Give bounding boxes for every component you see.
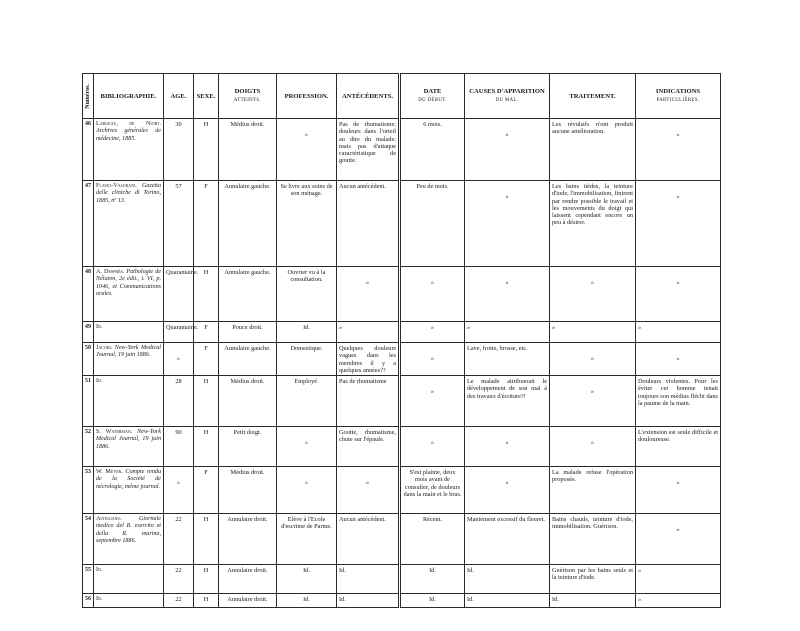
row-antecedents-text: Id. [339, 567, 346, 575]
row-treatment-text: Bains chauds, teinture d'iode, immobilisation. Guérison. [552, 516, 633, 531]
row-antecedents [337, 343, 400, 376]
row-treatment [550, 181, 636, 267]
row-causes-text: » [505, 439, 509, 447]
header-indications [636, 74, 721, 119]
header-indications-sub: PARTICULIÈRES. [656, 98, 700, 103]
row-indications-text: » [676, 193, 680, 200]
row-fingers [219, 376, 277, 427]
row-treatment-text: » [590, 279, 595, 286]
table-row [83, 267, 721, 322]
row-date [400, 594, 465, 608]
row-profession [277, 267, 337, 322]
row-fingers [219, 267, 277, 322]
row-sex-text: F [204, 183, 208, 190]
row-sex [194, 376, 219, 427]
row-fingers-text: Pouce droit. [232, 324, 263, 331]
row-bibliography [94, 565, 164, 594]
row-causes [465, 594, 550, 608]
header-treatment: TRAITEMENT. [550, 74, 636, 119]
row-date-text: » [430, 279, 435, 286]
row-age [164, 514, 194, 565]
header-profession: PROFESSION. [277, 74, 337, 119]
bibliography-author: Jacobi. [96, 345, 113, 351]
row-causes-text: Maniement excessif du fleuret. [467, 516, 545, 524]
row-antecedents-text: » [365, 279, 370, 286]
header-indications-title: INDICATIONS [655, 88, 701, 96]
bibliography-journal: Archives générales de médecine, 1885. [96, 128, 161, 142]
row-profession [277, 594, 337, 608]
table-row [83, 565, 721, 594]
row-number [83, 322, 94, 343]
row-sex [194, 343, 219, 376]
row-fingers-text: Médius droit. [230, 121, 265, 128]
row-sex [194, 467, 219, 514]
row-fingers [219, 343, 277, 376]
bibliography-journal: Gazetta delle cliniche di Torino, 1885, nº 13. [96, 183, 161, 204]
row-date [400, 267, 465, 322]
row-age-text: 30 [175, 121, 182, 128]
row-age-text: 22 [175, 567, 182, 575]
row-age [164, 119, 194, 181]
row-age [164, 343, 194, 376]
row-sex-text: H [203, 596, 209, 604]
row-causes-text: » [505, 131, 509, 138]
bibliography-author: Id. [96, 324, 103, 330]
row-causes-text: Id. [467, 596, 474, 604]
row-fingers-text: Annulaire gauche. [224, 345, 271, 352]
table-row [83, 322, 721, 343]
row-antecedents [337, 467, 400, 514]
row-indications-text: » [676, 279, 680, 286]
row-sex-text: F [204, 345, 208, 352]
header-date-sub: DU DÉBUT. [418, 98, 447, 103]
header-causes [465, 74, 550, 119]
row-causes-text: » [505, 479, 509, 487]
row-date [400, 181, 465, 267]
row-profession [277, 119, 337, 181]
table-row [83, 594, 721, 608]
row-date [400, 514, 465, 565]
row-antecedents [337, 565, 400, 594]
row-causes [465, 119, 550, 181]
row-age-text: » [176, 355, 181, 362]
row-fingers [219, 322, 277, 343]
bibliography-author: Astegiano. [96, 516, 122, 523]
bibliography-author: S. Waterman. [96, 429, 133, 436]
row-treatment [550, 322, 636, 343]
row-number-text: 54 [85, 516, 91, 523]
row-indications [636, 514, 721, 565]
row-sex [194, 594, 219, 608]
row-fingers [219, 565, 277, 594]
row-date-text: » [430, 355, 435, 362]
row-bibliography [94, 467, 164, 514]
row-date [400, 427, 465, 467]
row-fingers-text: Annulaire gauche. [224, 269, 271, 276]
row-date [400, 322, 465, 343]
table-row [83, 343, 721, 376]
row-sex-text: F [204, 324, 208, 331]
row-treatment [550, 565, 636, 594]
row-number [83, 594, 94, 608]
row-fingers-text: Petit doigt. [233, 429, 262, 437]
row-indications [636, 343, 721, 376]
row-fingers [219, 594, 277, 608]
row-indications [636, 376, 721, 427]
row-sex [194, 514, 219, 565]
header-bibliography: BIBLIOGRAPHIE. [94, 74, 164, 119]
bibliography-journal: Giornale medico del R. esercito et della R. marina, septembre 1886. [96, 516, 161, 545]
row-profession-text: Elève à l'Ecole d'escrime de Parme. [281, 516, 332, 531]
row-profession-text: » [304, 479, 309, 487]
row-indications-text: » [676, 526, 680, 534]
row-fingers [219, 427, 277, 467]
row-causes [465, 376, 550, 427]
row-number [83, 467, 94, 514]
header-numeros: Numéros. [83, 74, 94, 119]
row-date-text: Id. [429, 596, 436, 604]
row-profession-text: Id. [303, 567, 310, 575]
row-number [83, 565, 94, 594]
row-age [164, 181, 194, 267]
row-indications-text: » [676, 355, 680, 362]
row-age-text: Quarantaine. [166, 324, 199, 331]
row-age-text: Quarantaine. [166, 269, 199, 276]
row-causes [465, 565, 550, 594]
bibliography-author: Flavio-Valerani. [96, 183, 137, 189]
row-profession [277, 467, 337, 514]
header-causes-sub: DU MAL. [495, 98, 519, 103]
row-causes [465, 343, 550, 376]
bibliography-journal: New-York Medical Journal, 19 juin 1886. [96, 345, 161, 359]
row-number [83, 181, 94, 267]
bibliography-journal: New-York Medical Journal, 19 juin 1886. [96, 429, 161, 450]
row-date [400, 376, 465, 427]
row-fingers-text: Annulaire droit. [227, 516, 268, 524]
row-sex-text: H [203, 516, 209, 524]
row-treatment [550, 467, 636, 514]
row-antecedents-text: Pas de rhumatisme; douleurs dans l'orteil au dire du malade; mais pas d'attaque caractéristique de goutte. [339, 121, 396, 165]
row-profession [277, 427, 337, 467]
row-causes-text: Lave, frotte, brosse, etc. [467, 345, 528, 352]
row-date-text: S'est plainte, deux mois avant de consulter, de douleurs dans la main et le bras. [403, 469, 462, 499]
row-causes [465, 322, 550, 343]
row-treatment [550, 514, 636, 565]
header-fingers-sub: ATTEINTS. [233, 98, 262, 103]
row-profession [277, 343, 337, 376]
row-number [83, 119, 94, 181]
row-treatment-text: Les bains tièdes, la teinture d'iode, l'immobilisation, finirent par rendre possible le travail et les mouvements du doigt qui laissent cependant encore un peu à désirer. [552, 183, 633, 227]
row-age-text: 22 [175, 516, 182, 524]
header-date [400, 74, 465, 119]
row-number-text: 46 [85, 121, 91, 127]
row-age [164, 594, 194, 608]
row-causes-text: Id. [467, 567, 474, 575]
row-antecedents [337, 322, 400, 343]
row-fingers [219, 514, 277, 565]
row-profession-text: » [304, 439, 309, 447]
bibliography-journal: Compte rendu de la Société de nécrologie, même journal. [96, 469, 161, 490]
row-date-text: 6 mois. [423, 121, 442, 128]
row-age [164, 467, 194, 514]
row-antecedents [337, 594, 400, 608]
row-sex [194, 119, 219, 181]
row-date [400, 119, 465, 181]
row-date [400, 565, 465, 594]
row-profession-text: » [304, 131, 309, 138]
row-antecedents-text: Quelques douleurs vagues dans les membres il y a quelques années?? [339, 345, 396, 374]
row-age [164, 427, 194, 467]
row-antecedents [337, 376, 400, 427]
row-sex-text: H [203, 269, 209, 276]
row-number [83, 343, 94, 376]
row-treatment-text: » [552, 324, 556, 331]
row-indications-text: » [676, 131, 680, 138]
row-indications-text: » [638, 567, 642, 575]
row-causes [465, 514, 550, 565]
bibliography-journal: Pathologie de Nélaton, 2e édit., t. VI, p. 1046, et Communications orales. [96, 269, 161, 297]
row-age-text: » [176, 479, 181, 487]
row-indications [636, 181, 721, 267]
row-causes-text: » [505, 279, 509, 286]
header-row [83, 74, 721, 119]
observations-table [82, 73, 721, 608]
row-number-text: 55 [85, 567, 91, 574]
row-antecedents-text: Pas de rhumatisme [339, 378, 387, 386]
row-date-text: » [430, 388, 435, 396]
row-antecedents-text: Aucun antécédent. [339, 183, 386, 190]
row-causes [465, 427, 550, 467]
row-antecedents-text: Id. [339, 596, 346, 604]
row-bibliography [94, 594, 164, 608]
header-fingers [219, 74, 277, 119]
table-row [83, 181, 721, 267]
row-treatment-text: » [590, 439, 595, 447]
row-age-text: 57 [175, 183, 182, 190]
row-sex-text: F [204, 469, 208, 477]
row-treatment-text: Les révulsifs n'ont produit aucune amélioration. [552, 121, 633, 136]
header-sex: SEXE. [194, 74, 219, 119]
row-number-text: 56 [85, 596, 91, 603]
row-fingers [219, 119, 277, 181]
row-bibliography [94, 119, 164, 181]
row-profession [277, 322, 337, 343]
table-row [83, 376, 721, 427]
row-causes [465, 181, 550, 267]
bibliography-author: W. Meyer. [96, 469, 123, 476]
row-number-text: 53 [85, 469, 91, 476]
row-bibliography [94, 181, 164, 267]
row-antecedents-text: Goutte, rhumatisme, chute sur l'épaule. [339, 429, 396, 444]
row-fingers-text: Médius droit. [230, 469, 265, 477]
row-treatment-text: Id. [552, 596, 559, 604]
row-profession-text: Id. [303, 596, 310, 604]
row-treatment [550, 427, 636, 467]
row-profession-text: Domestique. [290, 345, 323, 352]
row-number-text: 51 [85, 378, 91, 385]
row-date [400, 467, 465, 514]
row-profession [277, 565, 337, 594]
row-sex [194, 565, 219, 594]
row-fingers-text: Annulaire droit. [227, 596, 268, 604]
row-treatment-text: » [590, 388, 595, 396]
row-bibliography [94, 376, 164, 427]
row-profession-text: Employé. [294, 378, 319, 386]
row-age [164, 565, 194, 594]
row-antecedents [337, 119, 400, 181]
row-treatment [550, 594, 636, 608]
bibliography-author: Id. [96, 378, 103, 385]
row-treatment-text: La malade refuse l'opération proposée. [552, 469, 633, 484]
row-age-text: 28 [175, 378, 182, 386]
row-profession [277, 181, 337, 267]
row-fingers [219, 181, 277, 267]
row-date-text: Id. [429, 567, 436, 575]
row-indications [636, 119, 721, 181]
row-indications [636, 565, 721, 594]
row-causes [465, 267, 550, 322]
row-bibliography [94, 343, 164, 376]
row-sex [194, 427, 219, 467]
row-profession [277, 514, 337, 565]
row-bibliography [94, 267, 164, 322]
row-fingers-text: Médius droit. [230, 378, 265, 386]
row-date-text: Peu de mois. [416, 183, 449, 190]
row-profession-text: Id. [303, 324, 310, 331]
row-indications [636, 594, 721, 608]
row-causes [465, 467, 550, 514]
row-number [83, 514, 94, 565]
row-antecedents [337, 181, 400, 267]
table-row [83, 427, 721, 467]
row-treatment [550, 267, 636, 322]
header-age: AGE. [164, 74, 194, 119]
row-treatment [550, 119, 636, 181]
row-number-text: 48 [85, 269, 91, 275]
row-causes-text: » [467, 324, 471, 331]
table-row [83, 119, 721, 181]
row-indications-text: » [638, 324, 642, 331]
header-date-title: DATE [423, 88, 442, 96]
row-sex-text: H [203, 429, 209, 437]
row-treatment-text: » [590, 355, 595, 362]
row-fingers-text: Annulaire gauche. [224, 183, 271, 190]
row-age [164, 267, 199, 322]
row-antecedents [337, 267, 400, 322]
row-number [83, 267, 94, 322]
row-antecedents [337, 514, 400, 565]
row-age-text: 90 [175, 429, 182, 437]
bibliography-author: Id. [96, 596, 103, 603]
row-bibliography [94, 514, 164, 565]
row-profession [277, 376, 337, 427]
row-sex [194, 181, 219, 267]
row-antecedents-text: » [339, 324, 343, 331]
row-fingers-text: Annulaire droit. [227, 567, 268, 575]
row-indications-text: Douleurs violentes. Pour les éviter cet homme tenait toujours son médius fléchi dans la paume de la main. [638, 378, 718, 408]
row-number [83, 427, 94, 467]
header-antecedents: ANTÉCÉDENTS. [337, 74, 400, 119]
row-indications-text: » [676, 479, 680, 487]
row-indications [636, 427, 721, 467]
row-indications [636, 322, 721, 343]
row-age-text: 22 [175, 596, 182, 604]
row-bibliography [94, 322, 164, 343]
row-antecedents-text: » [365, 479, 370, 487]
row-antecedents [337, 427, 400, 467]
row-treatment [550, 376, 636, 427]
row-treatment-text: Guérison par les bains seuls et la teinture d'iode. [552, 567, 633, 582]
row-causes-text: » [505, 193, 509, 200]
bibliography-author: Largeau, de Niort. [96, 121, 161, 127]
row-profession-text: Se livre aux soins de son ménage. [280, 183, 333, 198]
row-number-text: 47 [85, 183, 91, 189]
row-indications [636, 267, 721, 322]
row-indications-text: » [638, 596, 642, 604]
bibliography-author: A. Després. [96, 269, 125, 275]
row-causes-text: Le malade attribuerait le développement de son mal à des travaux d'écriture?! [467, 378, 547, 400]
row-date [400, 343, 465, 376]
row-number [83, 376, 94, 427]
row-treatment [550, 343, 636, 376]
row-antecedents-text: Aucun antécédent. [339, 516, 386, 524]
header-causes-title: CAUSES D'APPARITION [469, 88, 545, 96]
row-date-text: » [430, 439, 435, 447]
row-number-text: 49 [85, 324, 91, 330]
row-indications [636, 467, 721, 514]
row-sex-text: H [203, 378, 209, 386]
row-age [164, 376, 194, 427]
row-number-text: 50 [85, 345, 91, 351]
row-fingers [219, 467, 277, 514]
table-row [83, 514, 721, 565]
row-number-text: 52 [85, 429, 91, 436]
row-indications-text: L'extension est seule difficile et douloureuse. [638, 429, 718, 444]
row-date-text: Récent. [422, 516, 443, 524]
row-bibliography [94, 427, 164, 467]
row-sex-text: H [203, 567, 209, 575]
table-row [83, 467, 721, 514]
header-fingers-title: DOIGTS [234, 88, 261, 96]
bibliography-author: Id. [96, 567, 103, 574]
row-sex-text: H [203, 121, 209, 128]
row-age [164, 322, 199, 343]
row-profession-text: Ouvrier vu à la consultation. [287, 269, 326, 284]
row-date-text: » [430, 324, 435, 331]
